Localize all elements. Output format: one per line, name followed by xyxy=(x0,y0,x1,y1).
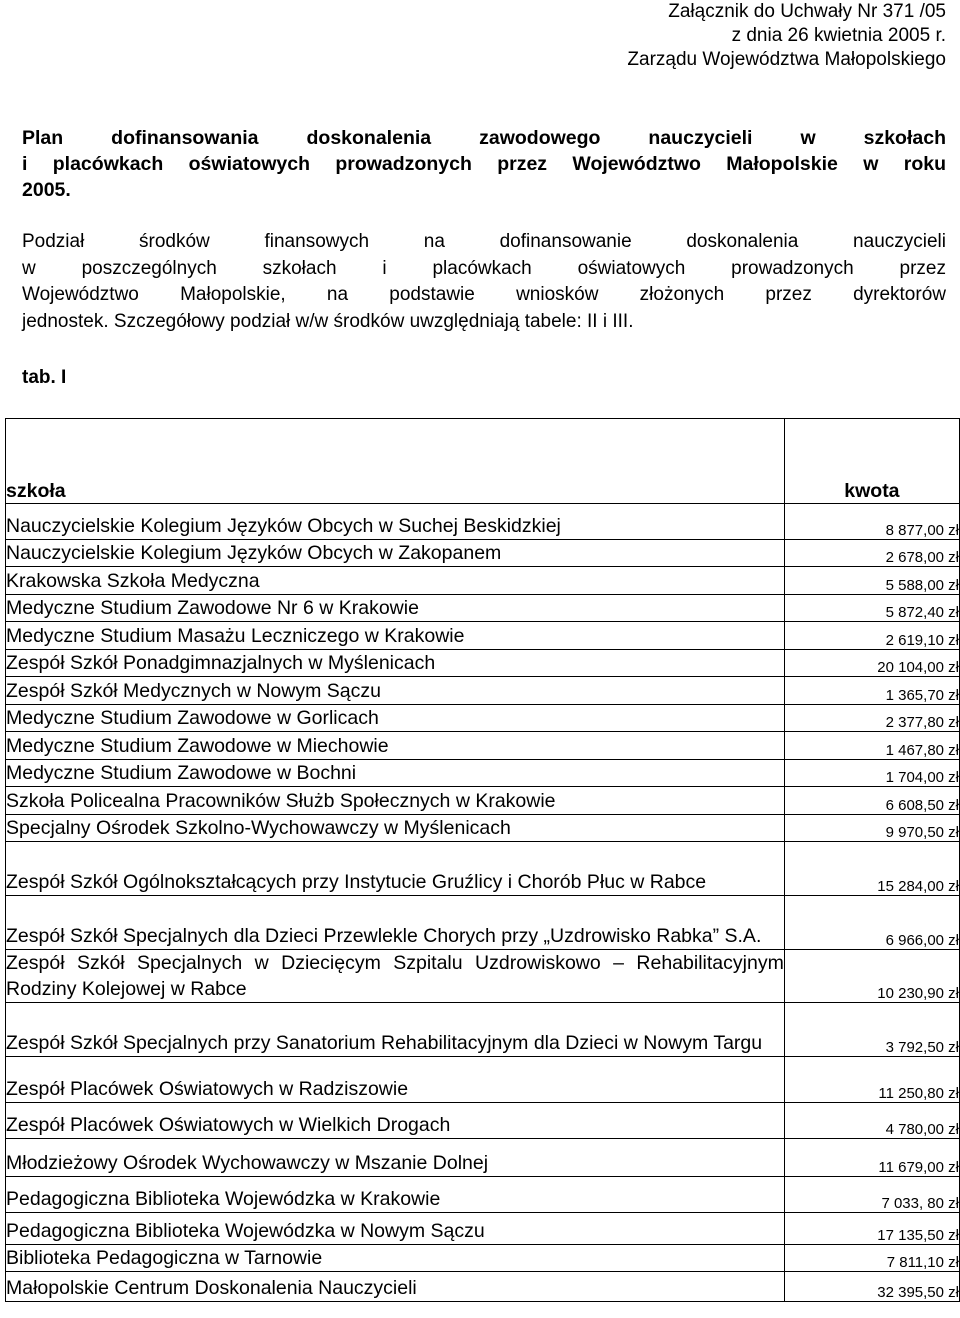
school-name: Pedagogiczna Biblioteka Wojewódzka w Nowym Sączu xyxy=(6,1213,785,1245)
amount-value: 17 135,50 zł xyxy=(784,1213,959,1245)
amount-value: 6 966,00 zł xyxy=(784,896,959,950)
table-row xyxy=(6,595,960,622)
school-name: Nauczycielskie Kolegium Języków Obcych w Zakopanem xyxy=(6,540,785,567)
intro-line: w poszczególnych szkołach i placówkach oświatowych prowadzonych przez xyxy=(22,257,946,279)
table-row xyxy=(6,732,960,760)
amount-value: 15 284,00 zł xyxy=(784,842,959,896)
amount-value: 4 780,00 zł xyxy=(784,1103,959,1139)
table-row xyxy=(6,1213,960,1245)
school-name: Specjalny Ośrodek Szkolno-Wychowawczy w Myślenicach xyxy=(6,815,785,842)
title-line: 2005. xyxy=(22,179,71,201)
intro-line: Województwo Małopolskie, na podstawie wniosków złożonych przez dyrektorów xyxy=(22,284,946,305)
table-row xyxy=(6,677,960,705)
table-row xyxy=(6,705,960,732)
amount-value: 20 104,00 zł xyxy=(784,650,959,677)
school-name: Zespół Szkół Ogólnokształcących przy Instytucie Gruźlicy i Chorób Płuc w Rabce xyxy=(6,842,785,896)
school-name: Medyczne Studium Masażu Leczniczego w Krakowie xyxy=(6,622,785,650)
amount-value: 7 811,10 zł xyxy=(784,1245,959,1272)
table-body xyxy=(6,504,960,1302)
amount-value: 1 365,70 zł xyxy=(784,677,959,705)
amount-value: 1 467,80 zł xyxy=(784,732,959,760)
allocation-table xyxy=(5,418,960,1302)
attachment-note-line: Załącznik do Uchwały Nr 371 /05 xyxy=(668,1,946,22)
table-row xyxy=(6,1057,960,1103)
amount-value: 2 377,80 zł xyxy=(784,705,959,732)
amount-value: 11 250,80 zł xyxy=(784,1057,959,1103)
amount-value: 8 877,00 zł xyxy=(784,504,959,540)
table-row xyxy=(6,815,960,842)
table-row xyxy=(6,760,960,787)
amount-value: 2 619,10 zł xyxy=(784,622,959,650)
attachment-note xyxy=(627,0,946,72)
amount-value: 5 588,00 zł xyxy=(784,567,959,595)
intro-paragraph xyxy=(22,229,946,335)
table-row xyxy=(6,567,960,595)
table-row xyxy=(6,1139,960,1177)
title-line: Plan dofinansowania doskonalenia zawodowego nauczycieli w szkołach xyxy=(22,127,946,149)
table-row xyxy=(6,1272,960,1302)
school-name: Zespół Placówek Oświatowych w Radziszowie xyxy=(6,1057,785,1103)
school-name: Krakowska Szkoła Medyczna xyxy=(6,567,785,595)
intro-line: jednostek. Szczegółowy podział w/w środków uwzględniają tabele: II i III. xyxy=(22,310,634,332)
school-name: Małopolskie Centrum Doskonalenia Nauczycieli xyxy=(6,1272,785,1302)
amount-value: 10 230,90 zł xyxy=(784,950,959,1003)
amount-value: 5 872,40 zł xyxy=(784,595,959,622)
table-row xyxy=(6,1003,960,1057)
school-name: Zespół Szkół Medycznych w Nowym Sączu xyxy=(6,677,785,705)
amount-value: 6 608,50 zł xyxy=(784,787,959,815)
amount-value: 3 792,50 zł xyxy=(784,1003,959,1057)
school-name: Nauczycielskie Kolegium Języków Obcych w Suchej Beskidzkiej xyxy=(6,504,785,540)
attachment-note-line: z dnia 26 kwietnia 2005 r. xyxy=(731,25,946,46)
table-row xyxy=(6,540,960,567)
document-title xyxy=(22,125,946,203)
table-row xyxy=(6,950,960,1003)
amount-value: 7 033, 80 zł xyxy=(784,1177,959,1213)
school-name: Zespół Szkół Specjalnych w Dziecięcym Szpitalu Uzdrowiskowo – Rehabilitacyjnym Rodziny Kolejowej w Rabce xyxy=(6,950,785,1003)
school-name: Młodzieżowy Ośrodek Wychowawczy w Mszanie Dolnej xyxy=(6,1139,785,1177)
school-name: Zespół Szkół Specjalnych dla Dzieci Przewlekle Chorych przy „Uzdrowisko Rabka” S.A. xyxy=(6,896,785,950)
header-school: szkoła xyxy=(6,419,785,504)
school-name: Zespół Placówek Oświatowych w Wielkich Drogach xyxy=(6,1103,785,1139)
table-header-row xyxy=(6,419,960,504)
amount-value: 11 679,00 zł xyxy=(784,1139,959,1177)
school-name: Szkoła Policealna Pracowników Służb Społecznych w Krakowie xyxy=(6,787,785,815)
school-name: Medyczne Studium Zawodowe w Miechowie xyxy=(6,732,785,760)
amount-value: 1 704,00 zł xyxy=(784,760,959,787)
table-row xyxy=(6,896,960,950)
table-row xyxy=(6,787,960,815)
title-line: i placówkach oświatowych prowadzonych przez Województwo Małopolskie w roku xyxy=(22,153,946,175)
amount-value: 9 970,50 zł xyxy=(784,815,959,842)
school-name: Medyczne Studium Zawodowe w Bochni xyxy=(6,760,785,787)
table-row xyxy=(6,650,960,677)
table-row xyxy=(6,504,960,540)
table-row xyxy=(6,1103,960,1139)
school-name: Biblioteka Pedagogiczna w Tarnowie xyxy=(6,1245,785,1272)
table-row xyxy=(6,622,960,650)
school-name: Zespół Szkół Specjalnych przy Sanatorium Rehabilitacyjnym dla Dzieci w Nowym Targu xyxy=(6,1003,785,1057)
table-label: tab. I xyxy=(22,367,67,388)
amount-value: 2 678,00 zł xyxy=(784,540,959,567)
amount-value: 32 395,50 zł xyxy=(784,1272,959,1302)
table-row xyxy=(6,1177,960,1213)
header-amount: kwota xyxy=(784,419,959,504)
school-name: Medyczne Studium Zawodowe Nr 6 w Krakowie xyxy=(6,595,785,622)
attachment-note-line: Zarządu Województwa Małopolskiego xyxy=(627,49,946,70)
school-name: Zespół Szkół Ponadgimnazjalnych w Myślenicach xyxy=(6,650,785,677)
table-row xyxy=(6,1245,960,1272)
school-name: Pedagogiczna Biblioteka Wojewódzka w Krakowie xyxy=(6,1177,785,1213)
intro-line: Podział środków finansowych na dofinansowanie doskonalenia nauczycieli xyxy=(22,231,946,252)
school-name: Medyczne Studium Zawodowe w Gorlicach xyxy=(6,705,785,732)
table-row xyxy=(6,842,960,896)
